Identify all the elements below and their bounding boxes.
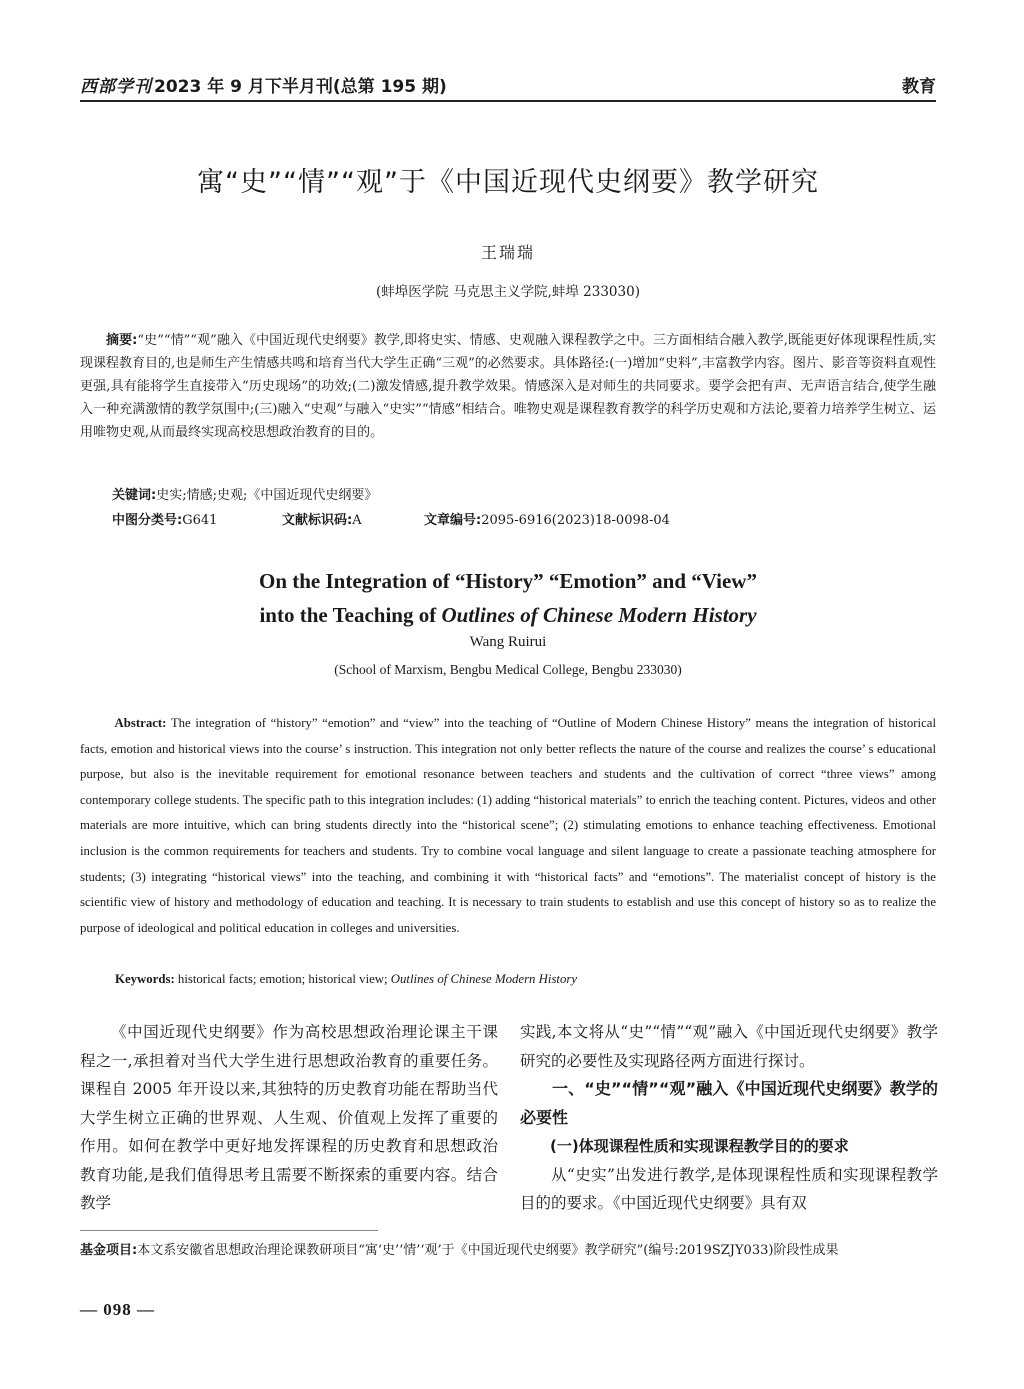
keywords-en xyxy=(115,968,936,990)
page-number: — 098 — xyxy=(80,1300,155,1319)
clc-label: 中图分类号: xyxy=(112,513,183,528)
body-paragraph: 从“史实”出发进行教学,是体现课程性质和实现课程教学目的的要求。《中国近现代史纲要》具有双 xyxy=(520,1165,938,1212)
body-column-right xyxy=(520,1018,938,1218)
clc-number xyxy=(112,511,282,531)
footnote-rule xyxy=(80,1230,378,1231)
abstract-label-en: Abstract: xyxy=(114,716,167,730)
article-no-value: 2095-6916(2023)18-0098-04 xyxy=(481,513,670,528)
keywords-cn xyxy=(112,486,936,506)
body-column-left xyxy=(80,1018,498,1218)
article-no-label: 文章编号: xyxy=(424,513,482,528)
abstract-text-en: The integration of “history” “emotion” and “view” into the teaching of “Outline of Modern Chinese History” means the integration of historical facts, emotion and historical views into the course’ s instruction. This integration not only better reflects the nature of the course and realizes the course’ s educational purpose, but also is the inevitable requirement for emotional resonance between teachers and students and the cultivation of correct “three views” among contemporary college students. The specific path to this integration includes: (1) adding “historical materials” to enrich the teaching content. Pictures, videos and other materials are more intuitive, which can bring students directly into the “historical scene”; (2) stimulating emotions to enhance teaching effectiveness. Emotional inclusion is the common requirements for teachers and students. Try to combine vocal language and silent language to create a passionate teaching atmosphere for students; (3) integrating “historical views” into the teaching, and combining it with “historical facts” and “emotions”. The materialist concept of history is the scientific view of history and methodology of education and teaching. It is necessary to train students to establish and use this concept of history so as to realize the purpose of ideological and political education in colleges and universities. xyxy=(80,716,937,935)
abstract-en xyxy=(80,711,936,941)
header-section: 教育 xyxy=(902,77,936,97)
keywords-label-cn: 关键词: xyxy=(112,488,157,503)
affiliation-en: (School of Marxism, Bengbu Medical College, Bengbu 233030) xyxy=(334,662,682,677)
doc-code-value: A xyxy=(352,513,362,528)
journal-masthead: 西部学刊 xyxy=(80,77,152,97)
body-paragraph: 《中国近现代史纲要》作为高校思想政治理论课主干课程之一,承担着对当代大学生进行思想政治教育的重要任务。课程自 2005 年开设以来,其独特的历史教育功能在帮助当代大学生树立正确的世界观、人生观、价值观上发挥了重要的作用。如何在教学中更好地发挥课程的历史教育和思想政治教育功能,是我们值得思考且需要不断探索的重要内容。结合教学 xyxy=(80,1023,498,1212)
funding-text: 本文系安徽省思想政治理论课教研项目“寓‘史’‘情’‘观’于《中国近现代史纲要》教学研究”(编号:2019SZJY033)阶段性成果 xyxy=(137,1243,839,1258)
title-en-line2 xyxy=(80,598,936,632)
author-cn: 王瑞瑞 xyxy=(480,243,535,262)
article-title-en xyxy=(80,564,936,632)
title-en-prefix: into the Teaching of xyxy=(259,603,442,627)
header-rule xyxy=(80,100,936,102)
classification-row xyxy=(112,511,936,531)
running-header xyxy=(80,72,936,100)
keywords-text-cn: 史实;情感;史观;《中国近现代史纲要》 xyxy=(156,488,378,503)
header-journal-issue xyxy=(80,72,447,97)
keywords-text-en: historical facts; emotion; historical view; xyxy=(177,972,391,986)
subsection-heading: (一)体现课程性质和实现课程教学目的的要求 xyxy=(550,1137,849,1155)
abstract-text-cn: “史”“情”“观”融入《中国近现代史纲要》教学,即将史实、情感、史观融入课程教学之中。三方面相结合融入教学,既能更好体现课程性质,实现课程教育目的,也是师生产生情感共鸣和培育当代大学生正确“三观”的必然要求。具体路径:(一)增加“史料”,丰富教学内容。图片、影音等资料直观性更强,具有能将学生直接带入“历史现场”的功效;(二)激发情感,提升教学效果。情感深入是对师生的共同要求。要学会把有声、无声语言结合,使学生融入一种充满激情的教学氛围中;(三)融入“史观”与融入“史实”“情感”相结合。唯物史观是课程教育教学的科学历史观和方法论,要着力培养学生树立、运用唯物史观,从而最终实现高校思想政治教育的目的。 xyxy=(80,333,936,440)
issue-info: 2023 年 9 月下半月刊(总第 195 期) xyxy=(154,77,447,97)
funding-label: 基金项目: xyxy=(80,1243,138,1258)
title-en-line1: On the Integration of “History” “Emotion” and “View” xyxy=(259,569,757,593)
keywords-label-en: Keywords: xyxy=(115,972,175,986)
keywords-italic-en: Outlines of Chinese Modern History xyxy=(390,972,578,986)
document-code xyxy=(282,511,424,531)
author-en: Wang Ruirui xyxy=(469,634,547,650)
body-paragraph: 实践,本文将从“史”“情”“观”融入《中国近现代史纲要》教学研究的必要性及实现路径两方面进行探讨。 xyxy=(520,1023,938,1070)
article-title-cn: 寓“史”“情”“观”于《中国近现代史纲要》教学研究 xyxy=(197,167,819,198)
doc-code-label: 文献标识码: xyxy=(282,513,353,528)
affiliation-cn: (蚌埠医学院 马克思主义学院,蚌埠 233030) xyxy=(376,284,640,300)
clc-value: G641 xyxy=(182,513,218,528)
abstract-cn xyxy=(80,329,936,444)
article-number xyxy=(424,511,670,531)
title-en-italic: Outlines of Chinese Modern History xyxy=(441,603,757,627)
funding-footnote xyxy=(80,1240,936,1261)
abstract-label-cn: 摘要: xyxy=(106,333,138,348)
section-heading: 一、“史”“情”“观”融入《中国近现代史纲要》教学的必要性 xyxy=(520,1079,938,1127)
